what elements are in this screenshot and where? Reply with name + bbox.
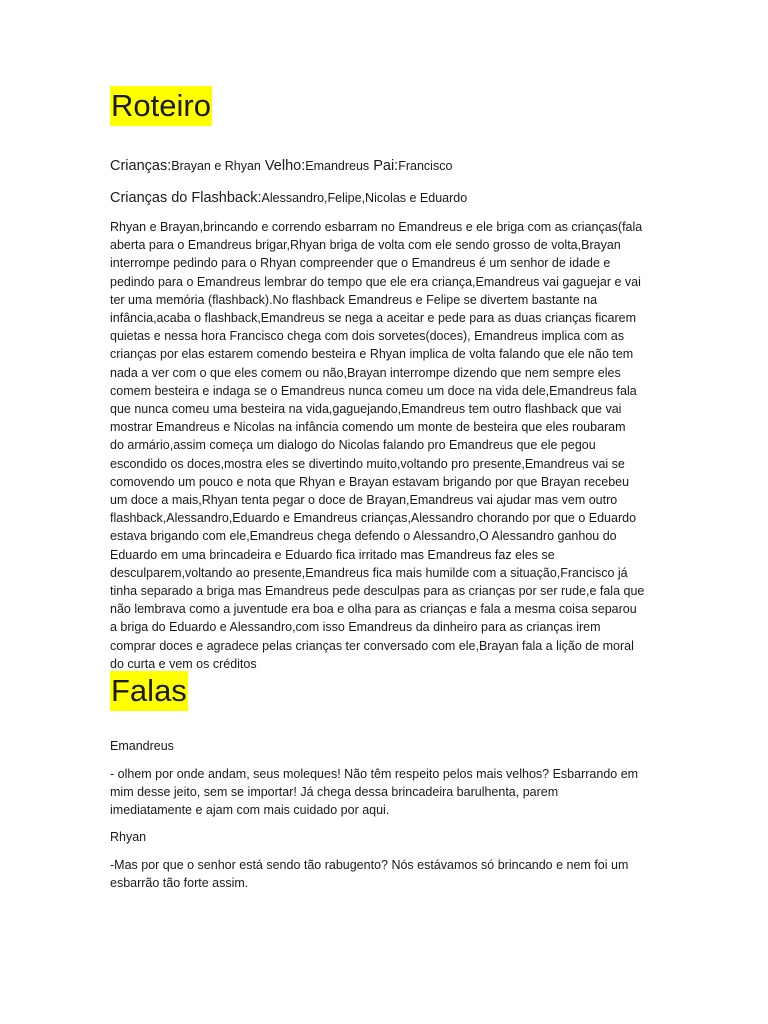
text-line: comprar doces e agradece pelas crianças ter conversado com ele,Brayan fala a lição de moral: [110, 638, 634, 653]
dialogue-line: [110, 765, 658, 820]
text-line: Rhyan e Brayan,brincando e correndo esbarram no Emandreus e ele briga com as crianças(fala: [110, 220, 643, 234]
synopsis-paragraph: [110, 218, 658, 673]
text-line: nada a ver com o que eles comem ou não,Brayan interrompe dizendo que nem sempre eles: [110, 365, 621, 380]
criancas-label: Crianças:: [110, 158, 172, 174]
speaker-name: Rhyan: [110, 830, 147, 844]
text-line: infância,acaba o flashback,Emandreus se nega a aceitar e pede para as duas crianças ficarem: [110, 311, 637, 326]
falas-heading: Falas: [110, 671, 188, 711]
pai-value: Francisco: [398, 159, 453, 173]
text-line: estava brigando com ele,Emandreus chega defendo o Alessandro,O Alessandro ganhou do: [110, 529, 617, 544]
text-line: -Mas por que o senhor está sendo tão rabugento? Nós estávamos só brincando e nem foi um: [110, 858, 629, 872]
text-line: Eduardo em uma brincadeira e Eduardo fica irritado mas Emandreus faz eles se: [110, 547, 555, 562]
roteiro-heading: Roteiro: [110, 86, 212, 126]
text-line: aberta para o Emandreus brigar,Rhyan briga de volta com ele sendo grosso de volta,Brayan: [110, 238, 621, 253]
text-line: escondido os doces,mostra eles se divertindo muito,voltando pro presente,Emandreus vai se: [110, 456, 625, 471]
text-line: a briga do Eduardo e Alessandro,com isso Emandreus da dinheiro para as crianças irem: [110, 620, 601, 635]
flashback-value: Alessandro,Felipe,Nicolas e Eduardo: [261, 191, 468, 205]
text-line: que nunca comeu uma besteira na vida,gaguejando,Emandreus tem outro flashback que vai: [110, 402, 622, 417]
velho-label: Velho:: [264, 158, 306, 174]
text-line: pedindo para o Emandreus lembrar do tempo que ele era criança,Emandreus vai gaguejar e vai: [110, 274, 641, 289]
text-line: imediatamente e ajam com mais cuidado por aqui.: [110, 803, 390, 818]
text-line: interrompe pedindo para o Rhyan compreender que o Emandreus é um senhor de idade e: [110, 256, 611, 271]
text-line: comovendo um pouco e nota que Rhyan e Brayan estavam brigando por que Brayan recebeu: [110, 474, 630, 489]
pai-label: Pai:: [373, 158, 399, 174]
velho-value: Emandreus: [305, 159, 370, 173]
cast-line-main: [110, 156, 452, 176]
text-line: ter uma memória (flashback).No flashback Emandreus e Felipe se divertem bastante na: [110, 292, 598, 307]
text-line: quietas e nessa hora Francisco chega com dois sorvetes(doces), Emandreus implica com as: [110, 329, 625, 344]
criancas-value: Brayan e Rhyan: [171, 159, 261, 173]
text-line: crianças por elas estarem comendo besteira e Rhyan implica de volta falando que ele não tem: [110, 347, 634, 362]
cast-line-flashback: [110, 188, 467, 208]
text-line: comem besteira e indaga se o Emandreus nunca comeu um doce na vida dele,Emandreus fala: [110, 383, 637, 398]
text-line: do armário,assim começa um dialogo do Nicolas falando pro Emandreus que ele pegou: [110, 438, 596, 453]
text-line: flashback,Alessandro,Eduardo e Emandreus crianças,Alessandro chorando por que o Eduardo: [110, 511, 637, 526]
text-line: não lembrava como a juventude era boa e olha para as crianças e fala a mesma coisa separou: [110, 602, 637, 617]
flashback-label: Crianças do Flashback:: [110, 190, 262, 206]
text-line: um doce a mais,Rhyan tenta pegar o doce de Brayan,Emandreus vai ajudar mas vem outro: [110, 493, 618, 508]
text-line: desculparem,voltando ao presente,Emandreus fica mais humilde com a situação,Francisco já: [110, 565, 628, 580]
text-line: tinha separado a briga mas Emandreus pede desculpas para as crianças por ser rude,e fala que: [110, 584, 645, 599]
dialogue-line: [110, 856, 658, 892]
text-line: esbarrão tão forte assim.: [110, 876, 249, 891]
speaker-name: Emandreus: [110, 739, 174, 753]
text-line: do curta e vem os créditos: [110, 656, 257, 671]
text-line: - olhem por onde andam, seus moleques! Não têm respeito pelos mais velhos? Esbarrando em: [110, 767, 639, 781]
text-line: mostrar Emandreus e Nicolas na infância comendo um monte de besteira que eles roubaram: [110, 420, 626, 435]
text-line: mim desse jeito, sem se importar! Já chega dessa brincadeira barulhenta, parem: [110, 785, 559, 800]
